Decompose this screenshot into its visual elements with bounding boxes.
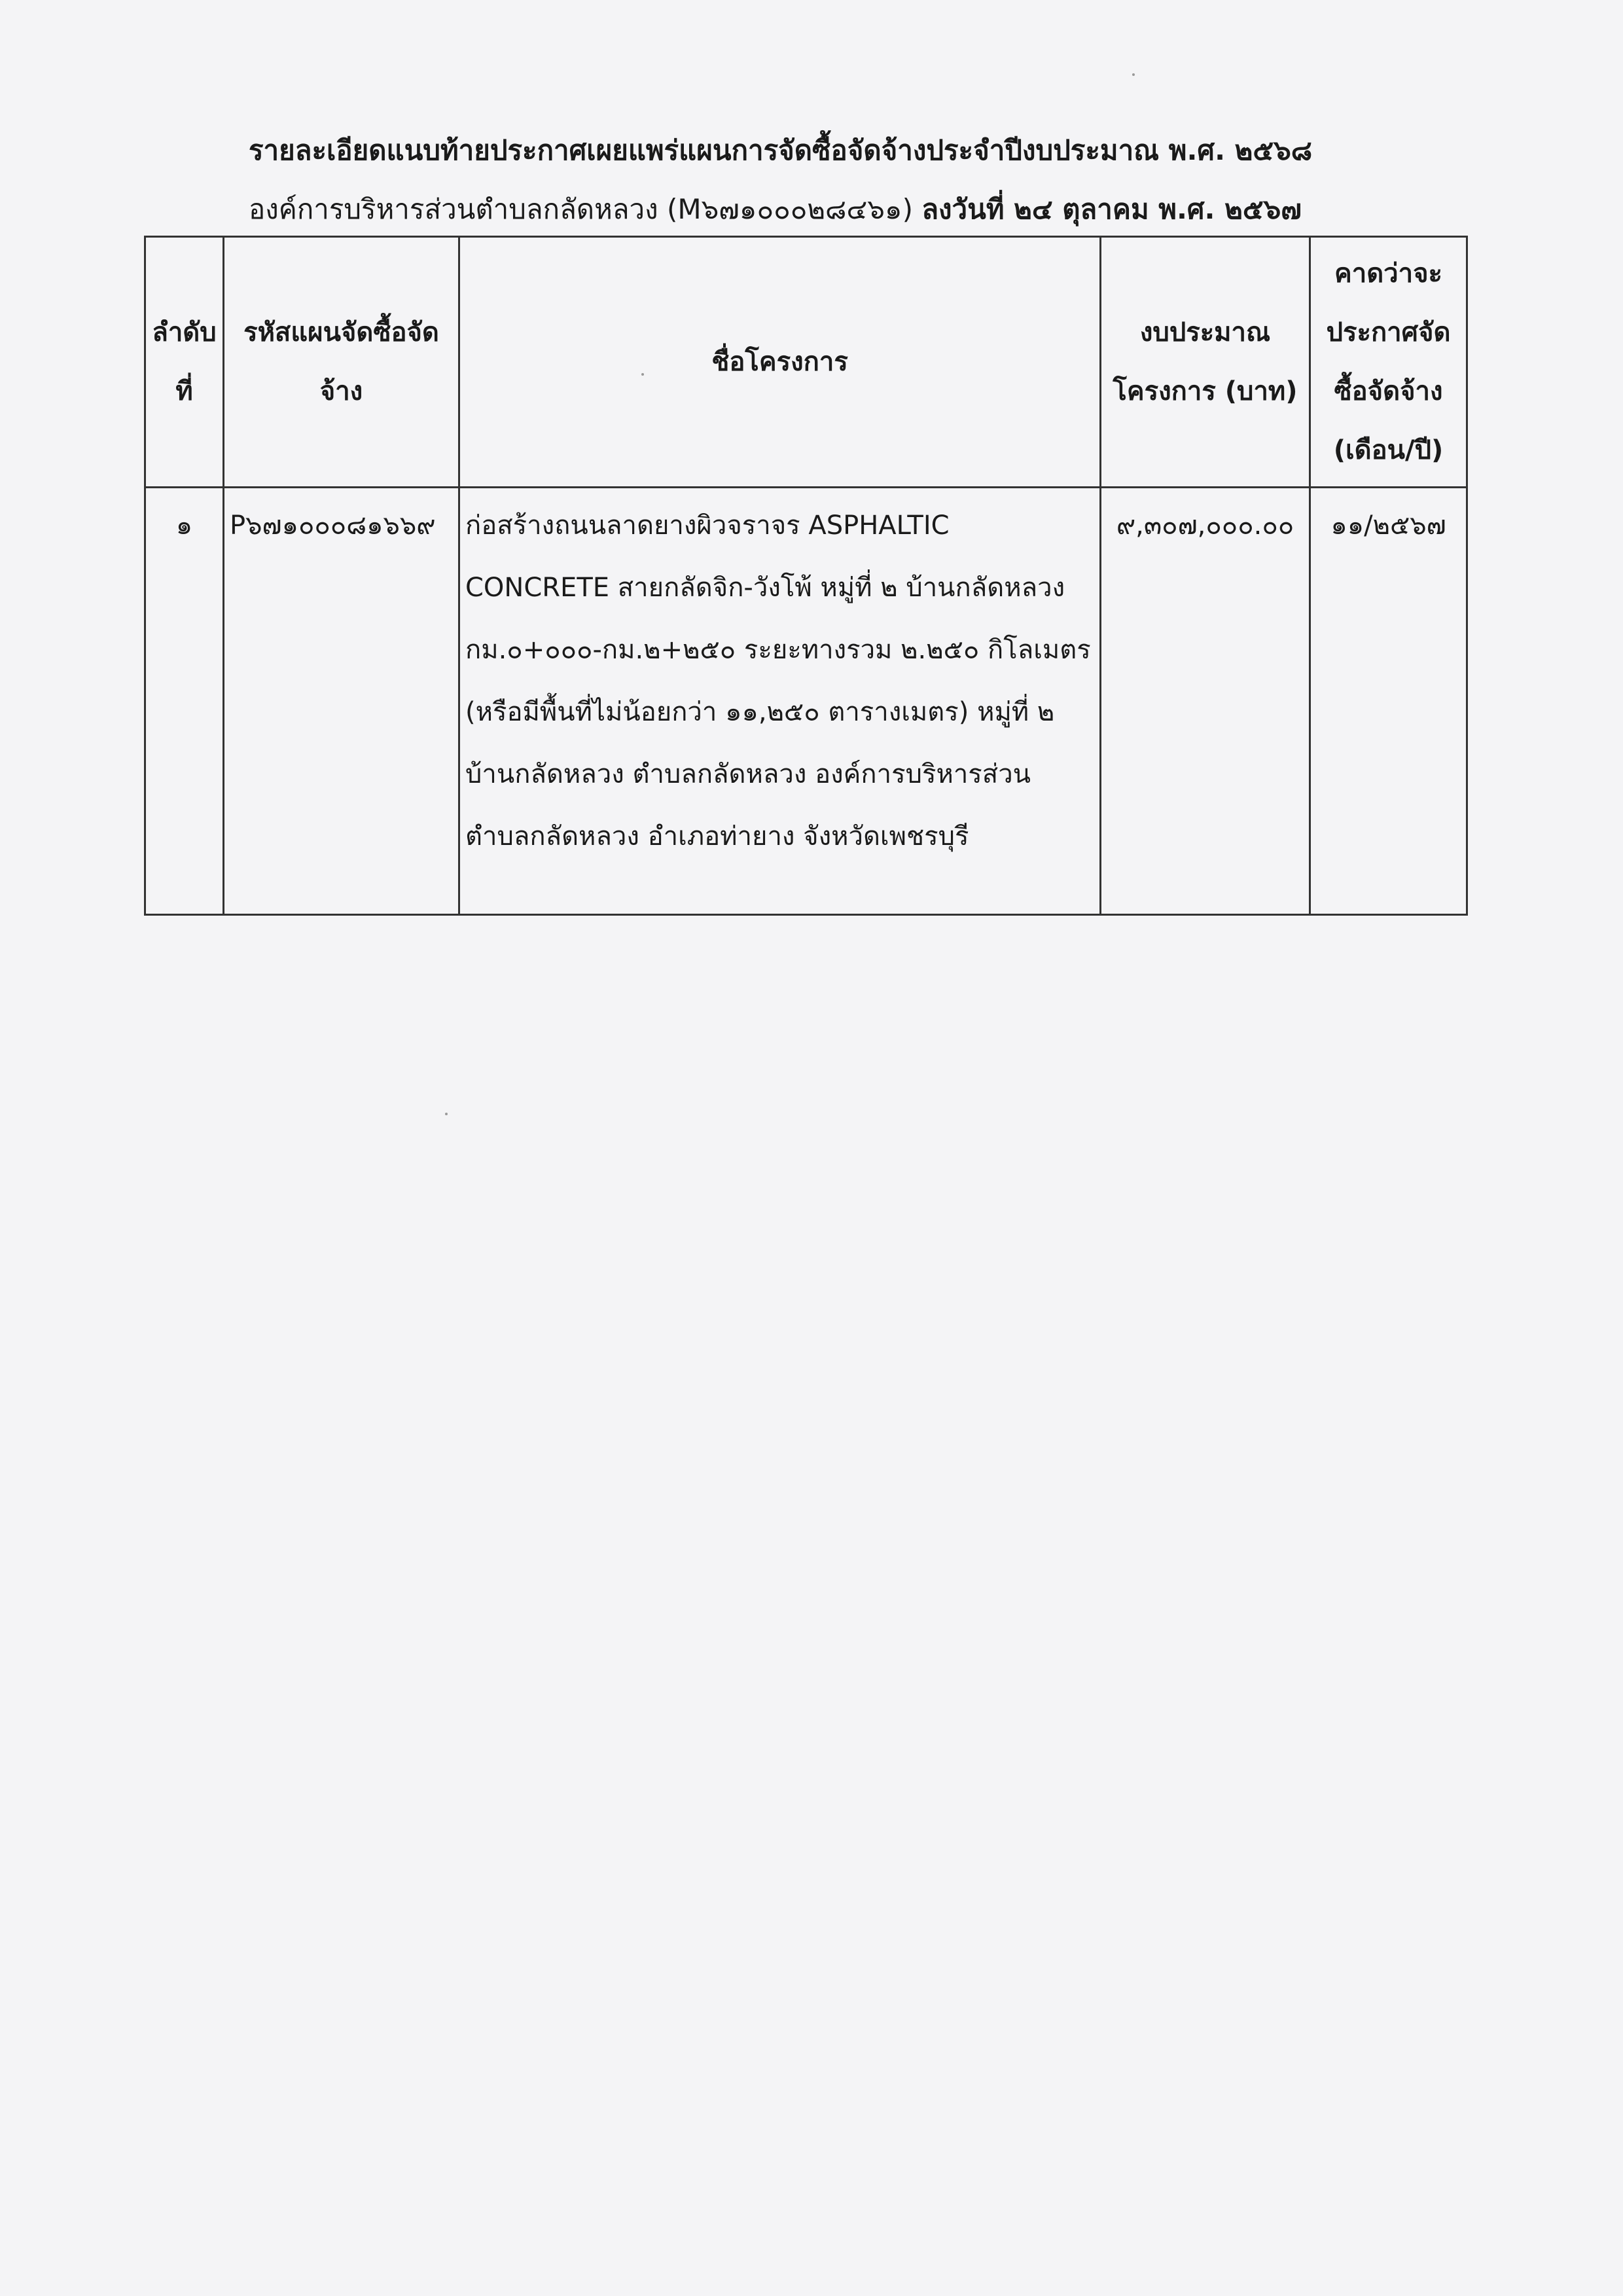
scan-speck xyxy=(641,373,644,376)
table-row xyxy=(145,488,1467,915)
header-project-name: ชื่อโครงการ xyxy=(459,237,1101,488)
subtitle-organization: องค์การบริหารส่วนตำบลกลัดหลวง (M๖๗๑๐๐๐๒๘๔๖๑) xyxy=(249,193,913,225)
cell-expected-date: ๑๑/๒๕๖๗ xyxy=(1310,488,1467,915)
cell-project-name: ก่อสร้างถนนลาดยางผิวจราจร ASPHALTIC CONCRETE สายกลัดจิก-วังโพ้ หมู่ที่ ๒ บ้านกลัดหลวง กม.๐+๐๐๐-กม.๒+๒๕๐ ระยะทางรวม ๒.๒๕๐ กิโลเมตร (หรือมีพื้นที่ไม่น้อยกว่า ๑๑,๒๕๐ ตารางเมตร) หมู่ที่ ๒ บ้านกลัดหลวง ตำบลกลัดหลวง องค์การบริหารส่วนตำบลกลัดหลวง อำเภอท่ายาง จังหวัดเพชรบุรี xyxy=(459,488,1101,915)
scan-speck xyxy=(1132,73,1135,76)
procurement-plan-table xyxy=(144,236,1468,916)
cell-plan-code: P๖๗๑๐๐๐๘๑๖๖๙ xyxy=(224,488,459,915)
header-budget: งบประมาณโครงการ (บาท) xyxy=(1101,237,1310,488)
document-title: รายละเอียดแนบท้ายประกาศเผยแพร่แผนการจัดซื้อจัดจ้างประจำปีงบประมาณ พ.ศ. ๒๕๖๘ xyxy=(249,134,1313,166)
document-subtitle xyxy=(249,190,1361,229)
header-plan-code: รหัสแผนจัดซื้อจัดจ้าง xyxy=(224,237,459,488)
table-header-row xyxy=(145,237,1467,488)
cell-budget: ๙,๓๐๗,๐๐๐.๐๐ xyxy=(1101,488,1310,915)
scan-speck xyxy=(445,1113,448,1115)
cell-no: ๑ xyxy=(145,488,224,915)
header-expected-date: คาดว่าจะประกาศจัดซื้อจัดจ้าง (เดือน/ปี) xyxy=(1310,237,1467,488)
header-no: ลำดับที่ xyxy=(145,237,224,488)
subtitle-date: ลงวันที่ ๒๔ ตุลาคม พ.ศ. ๒๕๖๗ xyxy=(921,193,1302,225)
